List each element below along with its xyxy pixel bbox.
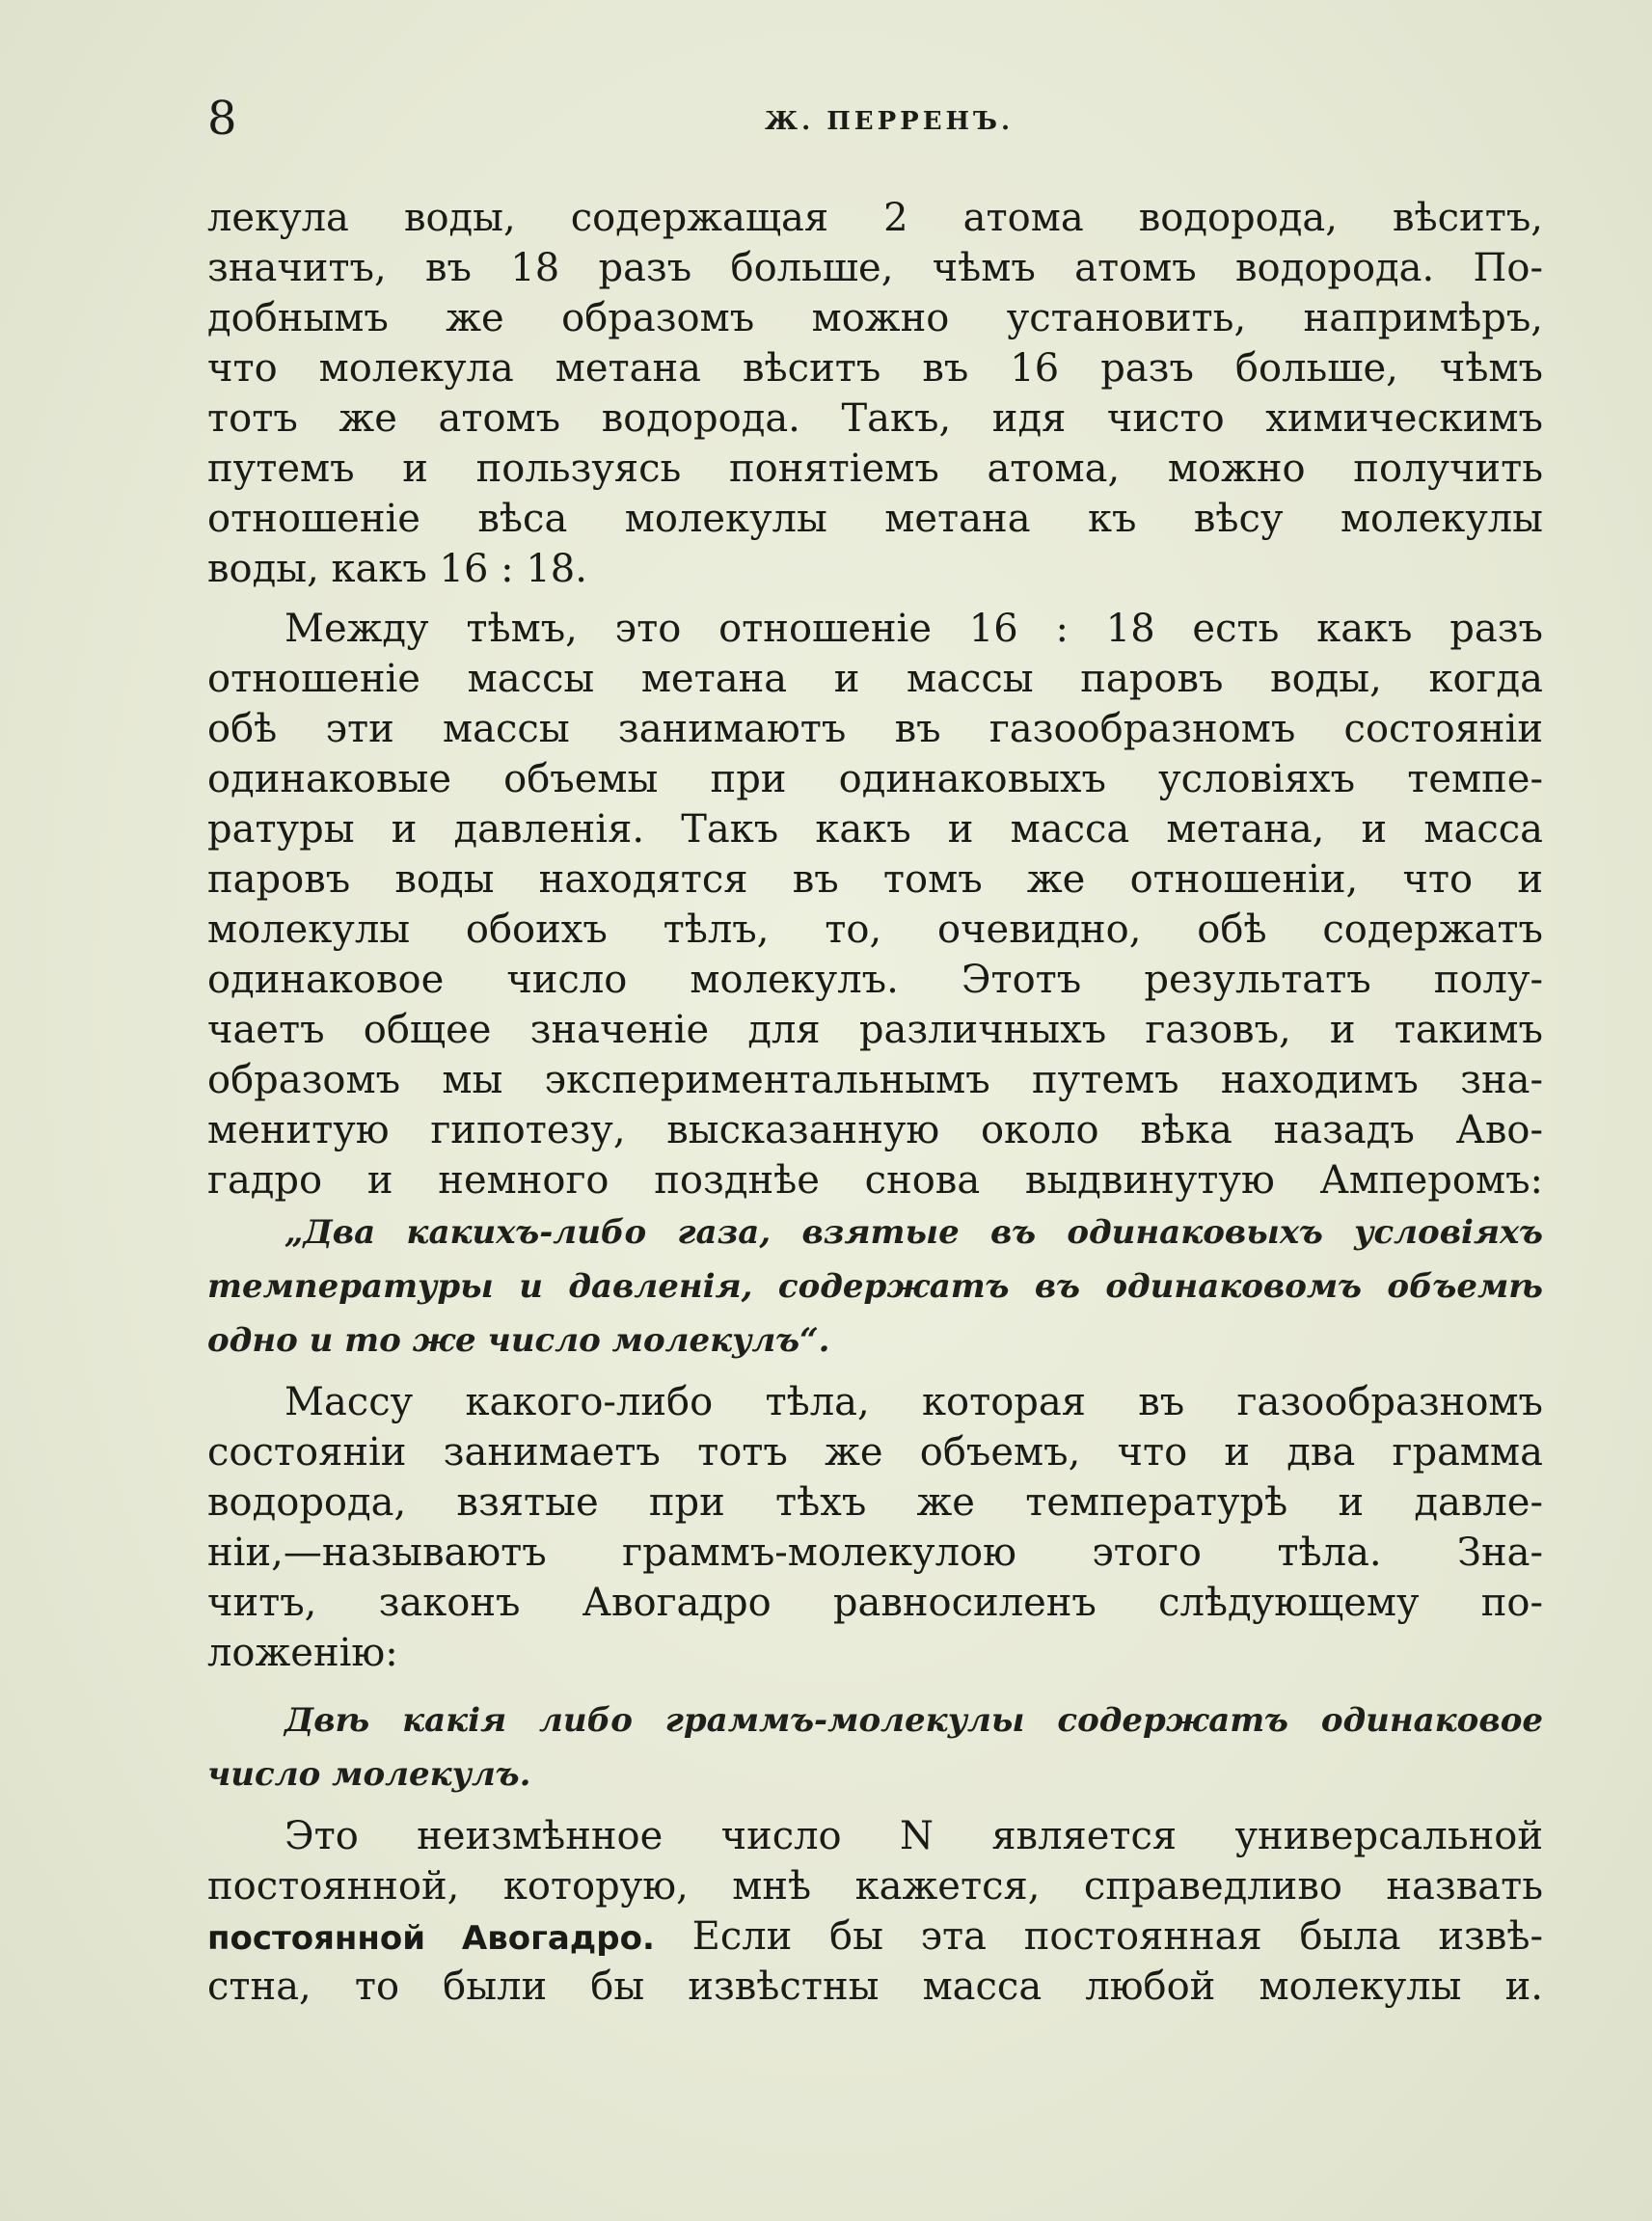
quote-gram-molecule [207, 1693, 1543, 1801]
paragraph-3 [207, 1377, 1543, 1678]
text-line [207, 1911, 1543, 1962]
text-line: ратуры и давленія. Такъ какъ и масса метана, и масса [207, 807, 1543, 852]
text-line: ложенію: [207, 1631, 398, 1675]
text-line: путемъ и пользуясь понятіемъ атома, можно получить [207, 447, 1543, 491]
text-line: одинаковое число молекулъ. Этотъ результатъ полу- [207, 958, 1543, 1002]
text-line: значитъ, въ 18 разъ больше, чѣмъ атомъ водорода. По- [207, 246, 1543, 290]
text-line: Массу какого-либо тѣла, которая въ газообразномъ [284, 1380, 1543, 1424]
text-line: чаетъ общее значеніе для различныхъ газовъ, и такимъ [207, 1008, 1543, 1052]
text-line: состояніи занимаетъ тотъ же объемъ, что и два грамма [207, 1430, 1543, 1475]
paragraph-2 [207, 604, 1543, 1205]
text-line: отношеніе массы метана и массы паровъ воды, когда [207, 657, 1543, 701]
text-line: одинаковые объемы при одинаковыхъ условіяхъ темпе- [207, 757, 1543, 801]
text-line: паровъ воды находятся въ томъ же отношеніи, что и [207, 857, 1543, 902]
text-line: тотъ же атомъ водорода. Такъ, идя чисто химическимъ [207, 396, 1543, 441]
quote-line: одно и то же число молекулъ“. [207, 1321, 830, 1360]
text-line: водорода, взятые при тѣхъ же температурѣ и давле- [207, 1480, 1543, 1525]
paragraph-4 [207, 1811, 1543, 2012]
text-line: лекула воды, содержащая 2 атома водорода, вѣситъ, [207, 196, 1543, 240]
text-line: обѣ эти массы занимаютъ въ газообразномъ состояніи [207, 707, 1543, 751]
text-line: воды, какъ 16 : 18. [207, 547, 587, 591]
text-line: читъ, законъ Авогадро равносиленъ слѣдующему по- [207, 1581, 1543, 1625]
page-header [207, 92, 1543, 149]
text-line: Это неизмѣнное число N является универсальной [284, 1814, 1543, 1858]
paragraph-1 [207, 193, 1543, 594]
text-line: что молекула метана вѣситъ въ 16 разъ больше, чѣмъ [207, 346, 1543, 391]
text-line: молекулы обоихъ тѣлъ, то, очевидно, обѣ содержатъ [207, 907, 1543, 952]
running-head: Ж. ПЕРРЕНЪ. [765, 107, 1014, 136]
text-line: постоянной, которую, мнѣ кажется, справедливо назвать [207, 1864, 1543, 1909]
quote-line: „Два какихъ-либо газа, взятые въ одинаковыхъ условіяхъ [284, 1213, 1543, 1252]
avogadro-constant-term: постоянной Авогадро. [207, 1919, 655, 1958]
body-text [207, 193, 1543, 2012]
text-line: менитую гипотезу, высказанную около вѣка назадъ Аво- [207, 1108, 1543, 1152]
text-line: образомъ мы экспериментальнымъ путемъ находимъ зна- [207, 1058, 1543, 1102]
text-fragment: Если бы эта постоянная была извѣ- [654, 1914, 1544, 1959]
text-line: гадро и немного позднѣе снова выдвинутую Амперомъ: [207, 1158, 1543, 1203]
quote-line: число молекулъ. [207, 1755, 531, 1794]
text-line: стна, то были бы извѣстны масса любой молекулы и. [207, 1964, 1543, 2009]
text-line: добнымъ же образомъ можно установить, напримѣръ, [207, 296, 1543, 340]
text-line: ніи,—называютъ граммъ-молекулою этого тѣла. Зна- [207, 1530, 1543, 1575]
text-line: отношеніе вѣса молекулы метана къ вѣсу молекулы [207, 497, 1543, 541]
quote-line: температуры и давленія, содержатъ въ одинаковомъ объемѣ [207, 1267, 1543, 1306]
quote-line: Двѣ какія либо граммъ-молекулы содержатъ одинаковое [284, 1701, 1543, 1740]
page-number: 8 [207, 92, 237, 146]
quote-avogadro-hypothesis [207, 1205, 1543, 1368]
text-line: Между тѣмъ, это отношеніе 16 : 18 есть какъ разъ [284, 607, 1543, 651]
